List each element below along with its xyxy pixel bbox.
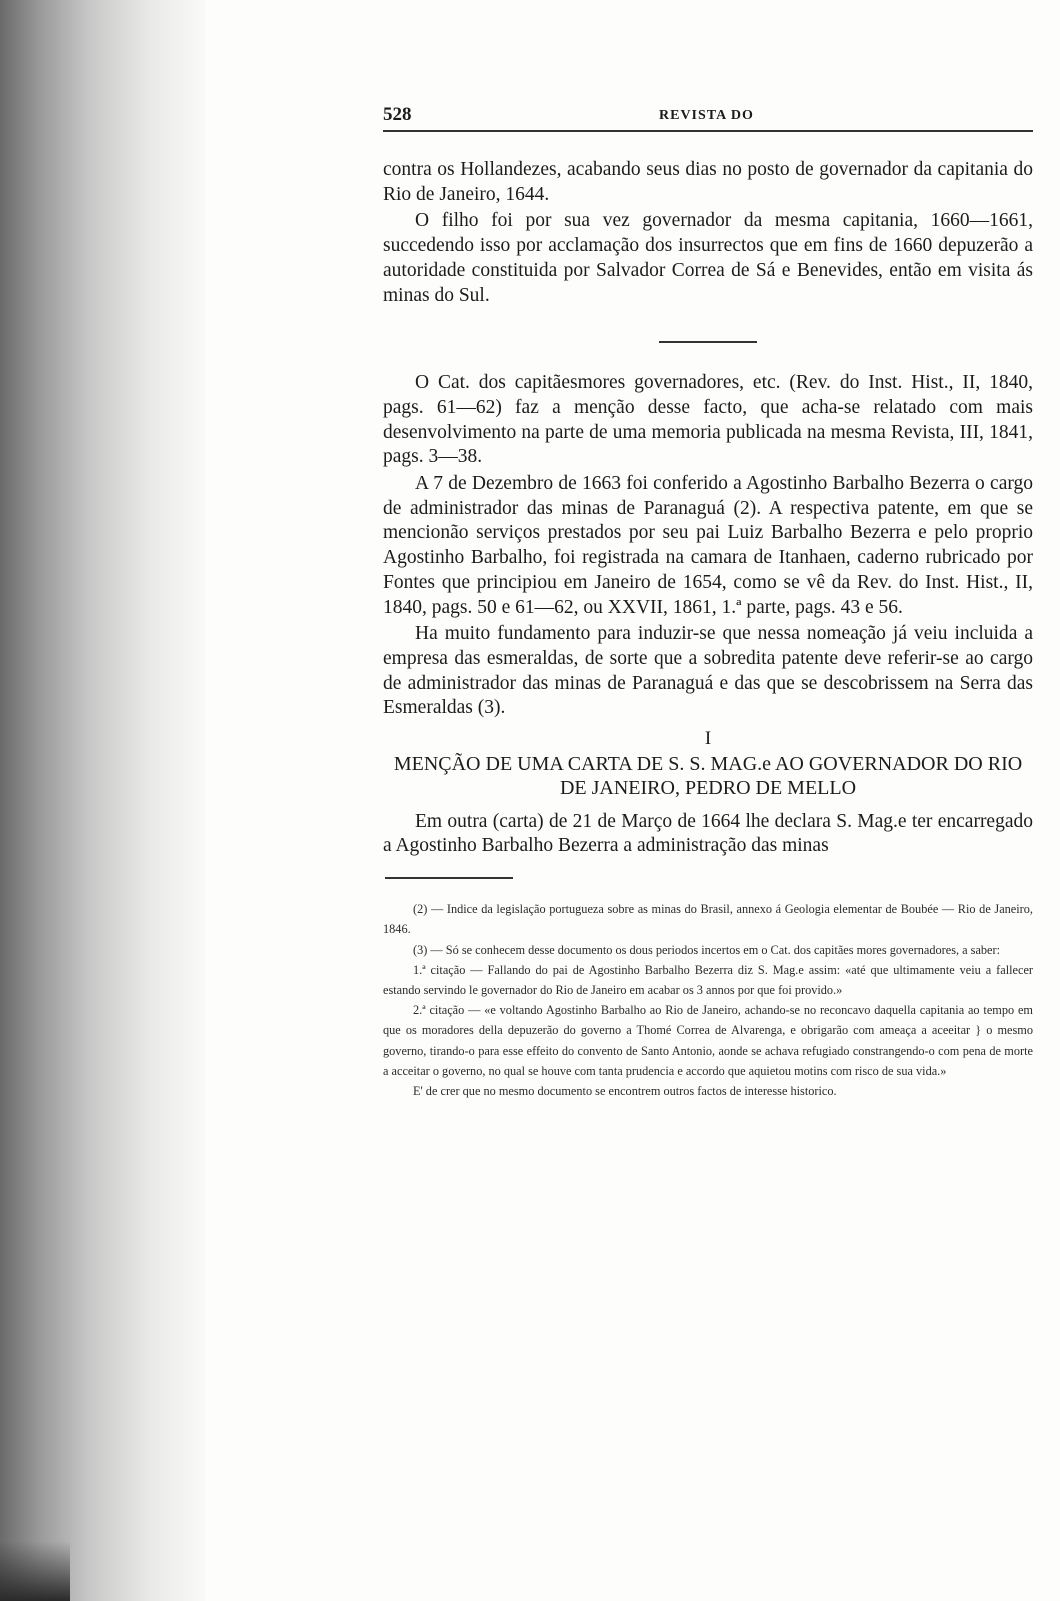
footnote-divider bbox=[385, 877, 513, 879]
book-page bbox=[383, 104, 1033, 1101]
paragraph: O filho foi por sua vez governador da mesma capitania, 1660—1661, succedendo isso por acclamação dos insurrectos que em fins de 1660 depuzerão a autoridade constituida por Salvador Correa de Sá e Benevides, então em visita ás minas do Sul. bbox=[383, 210, 1033, 306]
section-divider bbox=[659, 341, 757, 343]
running-title: REVISTA DO bbox=[659, 108, 754, 123]
section-title bbox=[383, 752, 1033, 800]
footnote: E' de crer que no mesmo documento se encontrem outros factos de interesse historico. bbox=[413, 1084, 837, 1098]
footnotes bbox=[383, 899, 1033, 1101]
section-title-line: DE JANEIRO, PEDRO DE MELLO bbox=[559, 776, 857, 799]
paragraph: contra os Hollandezes, acabando seus dias no posto de governador da capitania do Rio de Janeiro, 1644. bbox=[383, 159, 1033, 205]
paragraph: Ha muito fundamento para induzir-se que nessa nomeação já veiu incluida a empresa das esmeraldas, de sorte que a sobredita patente deve referir-se ao cargo de administrador das minas de Paranaguá e das que se descobrissem na Serra das Esmeraldas (3). bbox=[383, 623, 1033, 719]
footnote: (3) — Só se conhecem desse documento os dous periodos incertos em o Cat. dos capitães mores governadores, a saber: bbox=[413, 942, 1001, 957]
footnote: (2) — Indice da legislação portugueza sobre as minas do Brasil, annexo á Geologia elementar de Boubée — Rio de Janeiro, 1846. bbox=[383, 902, 1033, 937]
main-text bbox=[383, 158, 1033, 859]
footnote: 1.ª citação — Fallando do pai de Agostinho Barbalho Bezerra diz S. Mag.e assim: «até que ultimamente veiu a fallecer estando servindo le governador do Rio de Janeiro em acabar os 3 annos por que foi provido.» bbox=[383, 962, 1033, 997]
paragraph: A 7 de Dezembro de 1663 foi conferido a Agostinho Barbalho Bezerra o cargo de administrador das minas de Paranaguá (2). A respectiva patente, em que se mencionão serviços prestados por seu pai Luiz Barbalho Bezerra e pelo proprio Agostinho Barbalho, foi registrada na camara de Itanhaen, caderno rubricado por Fontes que principiou em Janeiro de 1654, como se vê da Rev. do Inst. Hist., II, 1840, pags. 50 e 61—62, ou XXVII, 1861, 1.ª parte, pags. 43 e 56. bbox=[383, 473, 1033, 618]
book-gutter-shadow bbox=[0, 0, 205, 1601]
page-header bbox=[383, 104, 1033, 132]
section-title-line: MENÇÃO DE UMA CARTA DE S. S. MAG.e AO GOVERNADOR DO RIO bbox=[393, 752, 1023, 775]
footnote: 2.ª citação — «e voltando Agostinho Barbalho ao Rio de Janeiro, achando-se no reconcavo daquella capitania ao tempo em que os moradores della depuzerão do governo a Thomé Correa de Alvarenga, e obrigarão com ameaça a aceeitar } o mesmo governo, tirando-o para esse effeito do convento de Santo Antonio, aonde se achava refugiado constrangendo-o com pena de morte a acceitar o governo, no qual se houve com tanta prudencia e accordo que aquietou motins com risco de sua vida.» bbox=[383, 1003, 1033, 1078]
page-number: 528 bbox=[383, 104, 412, 125]
paragraph: Em outra (carta) de 21 de Março de 1664 lhe declara S. Mag.e ter encarregado a Agostinho Barbalho Bezerra a administração das minas bbox=[383, 810, 1033, 857]
section-number: I bbox=[704, 728, 712, 750]
paragraph: O Cat. dos capitãesmores governadores, etc. (Rev. do Inst. Hist., II, 1840, pags. 61—62) faz a menção desse facto, que acha-se relatado com mais desenvolvimento na parte de uma memoria publicada na mesma Revista, III, 1841, pags. 3—38. bbox=[383, 372, 1033, 468]
